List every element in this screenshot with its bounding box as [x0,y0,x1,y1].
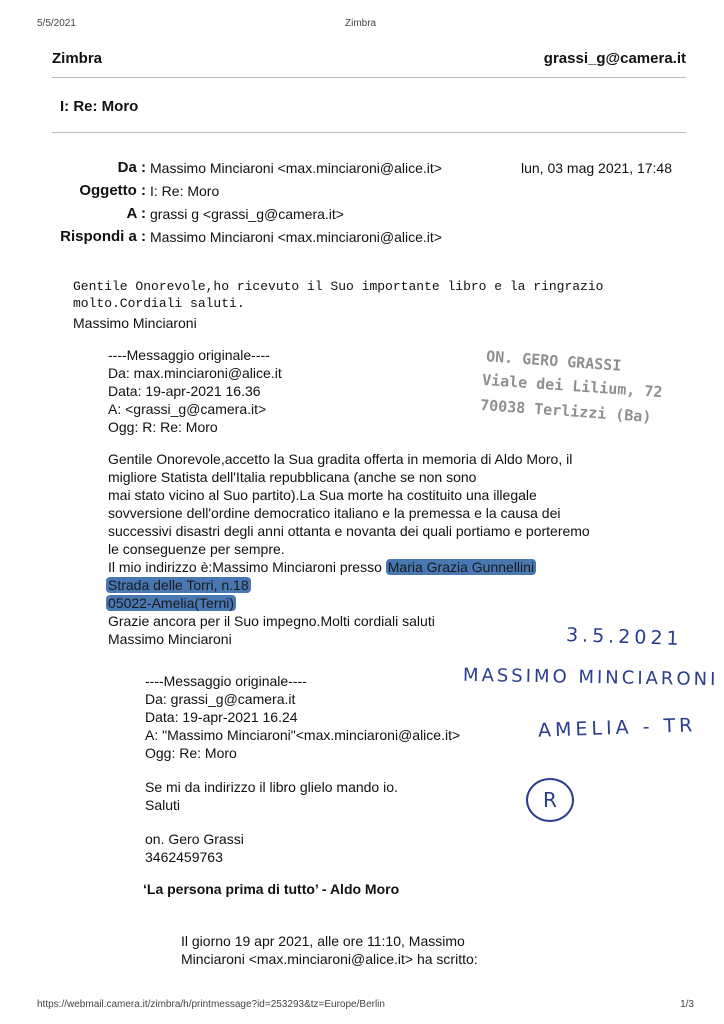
address-street: Strada delle Torri, n.18 [108,577,249,593]
quoted-header-line: A: <grassi_g@camera.it> [108,401,267,417]
quoted-body-line: Saluti [145,797,181,813]
handwritten-city: AMELIA - TR [537,714,697,742]
handwritten-name: MASSIMO MINCIARONI [462,664,719,691]
quoted-header-line: A: "Massimo Minciaroni"<max.minciaroni@alice.it> [145,727,461,743]
reply-to-label: Rispondi a : [60,228,146,245]
print-title: Zimbra [345,18,377,29]
page-number: 1/3 [680,999,694,1010]
to-value: grassi g <grassi_g@camera.it> [150,206,344,222]
quoted-header-line: Da: grassi_g@camera.it [145,691,296,707]
subject-divider [52,132,686,133]
signature-line: on. Gero Grassi [145,831,244,847]
quoted-header-line: ----Messaggio originale---- [108,347,270,363]
address-name-highlight: Maria Grazia Gunnellini [387,559,535,575]
subject-value: I: Re: Moro [150,183,220,199]
message-date: lun, 03 mag 2021, 17:48 [520,160,672,176]
account-email: grassi_g@camera.it [543,50,686,67]
address-line [108,558,536,576]
quoted-body-line: Se mi da indirizzo il libro glielo mando io. [145,779,398,795]
handwritten-date: 3.5.2021 [565,623,683,651]
stamp-line: ON. GERO GRASSI [485,347,622,375]
quoted-body-line: sovversione dell'ordine democratico italiano e la premessa e la causa dei [108,505,561,521]
quoted-header-line: Ogg: R: Re: Moro [108,419,218,435]
message-subject: I: Re: Moro [60,98,139,115]
quoted-header-line: Da: max.minciaroni@alice.it [108,365,282,381]
quoted-body-line: migliore Statista dell'Italia repubblicana (anche se non sono [108,469,477,485]
stamp-line: 70038 Terlizzi (Ba) [479,396,653,426]
reply-intro-line: Minciaroni <max.minciaroni@alice.it> ha scritto: [181,951,478,967]
quoted-closing: Massimo Minciaroni [108,631,232,647]
quoted-body-line: mai stato vicino al Suo partito).La Sua morte ha costituito una illegale [108,487,537,503]
header-divider [52,77,686,78]
body-line: Gentile Onorevole,ho ricevuto il Suo importante libro e la ringrazio [73,279,604,294]
from-label: Da : [117,159,146,176]
quoted-body-line: le conseguenze per sempre. [108,541,285,557]
print-date: 5/5/2021 [37,18,76,29]
to-label: A : [126,205,146,222]
print-url: https://webmail.camera.it/zimbra/h/printmessage?id=253293&tz=Europe/Berlin [37,999,385,1010]
quoted-header-line: Ogg: Re: Moro [145,745,237,761]
body-signature: Massimo Minciaroni [73,315,197,331]
app-name: Zimbra [52,50,103,67]
address-prefix: Il mio indirizzo è:Massimo Minciaroni presso [108,559,386,575]
address-city: 05022-Amelia(Terni) [108,595,235,611]
reply-intro-line: Il giorno 19 apr 2021, alle ore 11:10, Massimo [181,933,465,949]
quoted-header-line: Data: 19-apr-2021 16.36 [108,383,261,399]
body-line: molto.Cordiali saluti. [73,296,245,311]
quoted-closing: Grazie ancora per il Suo impegno.Molti cordiali saluti [108,613,435,629]
stamp-line: Viale dei Lilium, 72 [481,370,664,402]
quoted-header-line: ----Messaggio originale---- [145,673,307,689]
signature-quote: ‘La persona prima di tutto’ - Aldo Moro [143,881,400,897]
quoted-header-line: Data: 19-apr-2021 16.24 [145,709,298,725]
reply-to-value: Massimo Minciaroni <max.minciaroni@alice.it> [150,229,442,245]
subject-label: Oggetto : [79,182,146,199]
quoted-body-line: successivi disastri degli anni ottanta e novanta dei quali portiamo e porteremo [108,523,590,539]
from-value: Massimo Minciaroni <max.minciaroni@alice.it> [150,160,442,176]
handwritten-mark: R [526,778,574,822]
signature-line: 3462459763 [145,849,223,865]
quoted-body-line: Gentile Onorevole,accetto la Sua gradita offerta in memoria di Aldo Moro, il [108,451,573,467]
